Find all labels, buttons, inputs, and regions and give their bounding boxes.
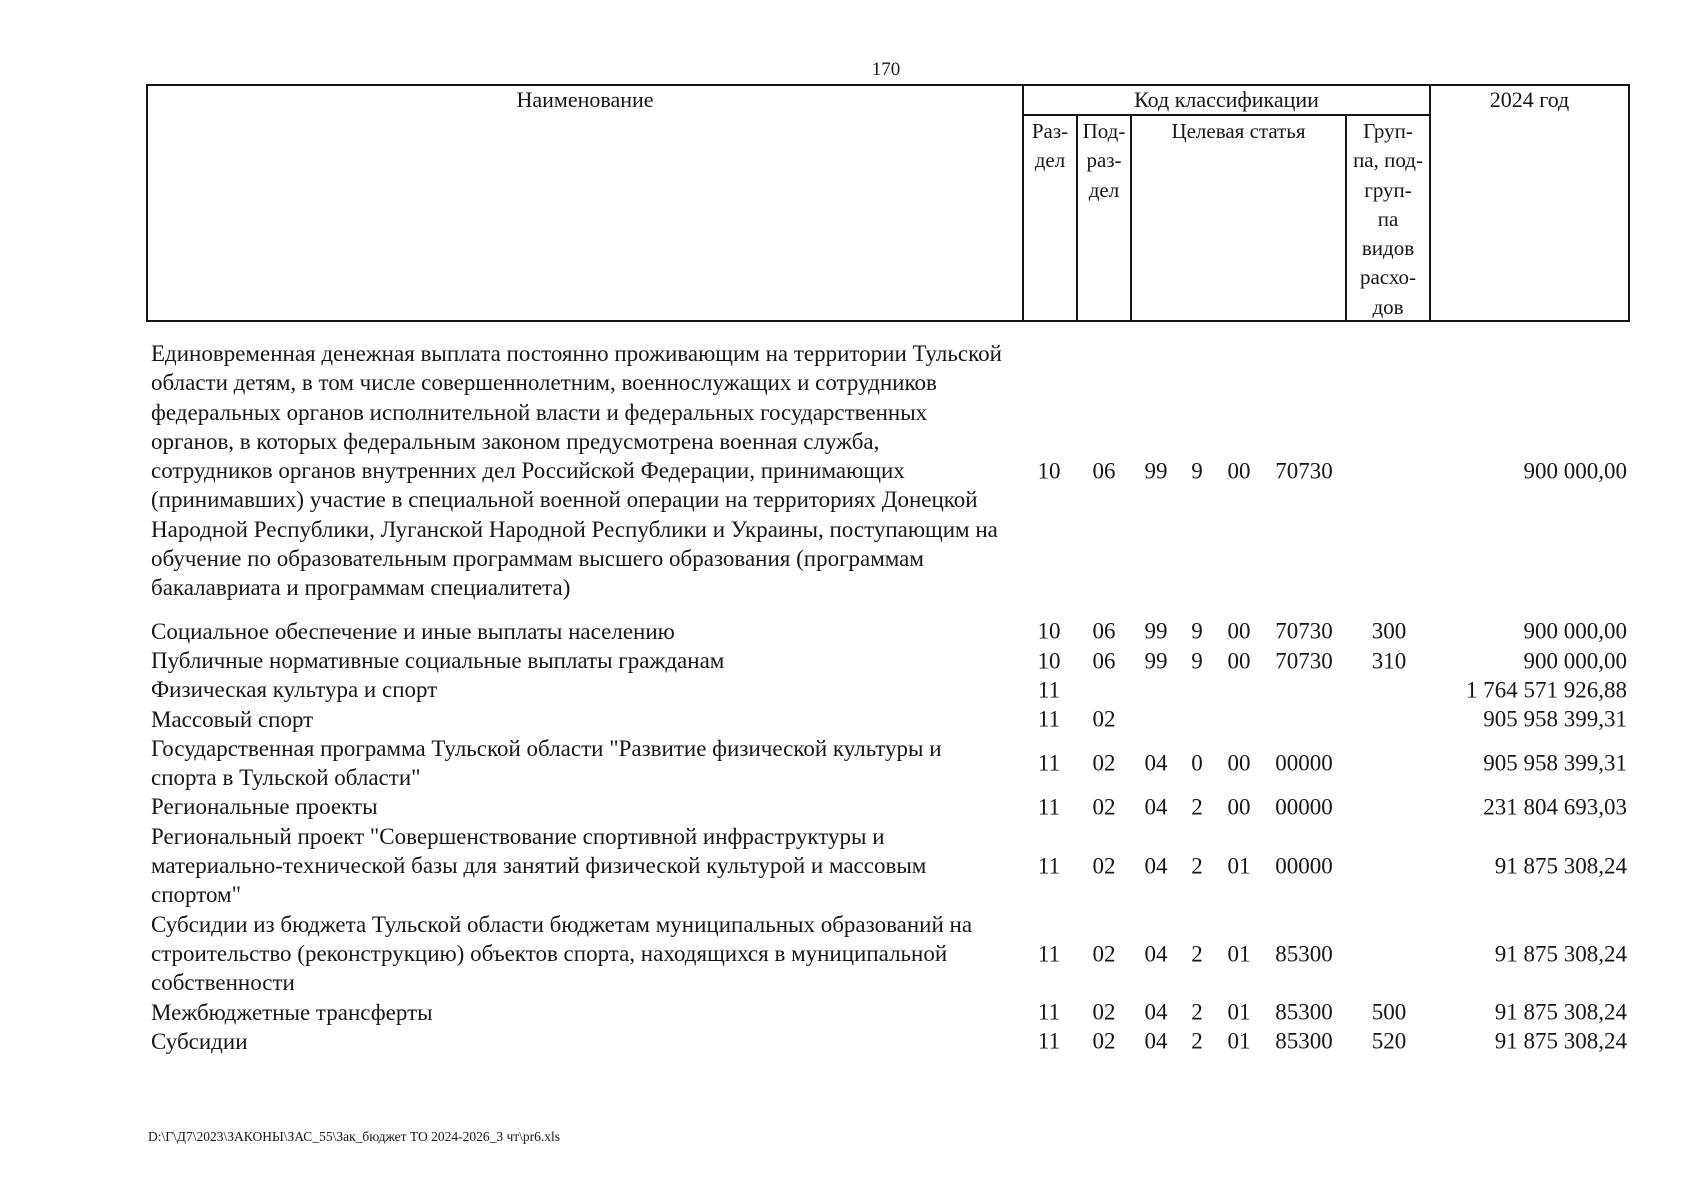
header-subsection-line: раз- [1086,148,1122,173]
row-name [151,792,1695,821]
target-item-code-part: 04 [1144,940,1168,966]
row-name-line: Народной Республики, Луганской Народной Республики и Украины, поступающим на [151,516,998,542]
header-subsection [1078,117,1130,205]
subsection-code: 06 [1092,458,1116,484]
header-section [1024,117,1076,176]
target-item-code-part: 00 [1227,647,1251,673]
amount-2024: 900 000,00 [1523,458,1627,484]
subsection-code: 02 [1092,999,1116,1025]
row-name-line: обучение по образовательным программам высшего образования (программам [151,546,924,572]
header-target-item: Целевая статья [1171,119,1306,143]
row-name-line: Государственная программа Тульской области "Развитие физической культуры и [151,735,942,761]
row-name-line: Физическая культура и спорт [151,677,438,703]
table-row [0,792,1695,821]
row-name-line: строительство (реконструкцию) объектов спорта, находящихся в муниципальной [151,940,948,966]
table-row [0,910,1695,998]
target-item-code-part: 01 [1227,940,1251,966]
target-item-code-part: 0 [1191,750,1203,776]
row-name [151,339,1695,603]
row-name-line: материально-технической базы для занятий физической культурой и массовым [151,853,927,879]
header-expense-group [1347,117,1429,322]
row-name-line: бакалавриата и программам специалитета) [151,575,571,601]
target-item-code-part: 04 [1144,853,1168,879]
amount-2024: 900 000,00 [1523,618,1627,644]
target-item-code-part: 2 [1191,1028,1203,1054]
expense-group-code: 520 [1371,1028,1407,1054]
expense-group-code: 500 [1371,999,1407,1025]
table-divider [1023,114,1430,116]
target-item-code-part: 04 [1144,750,1168,776]
expense-group-code: 300 [1371,618,1407,644]
header-expense-group-line: расхо- [1359,265,1417,290]
section-code: 11 [1037,794,1061,820]
subsection-code: 02 [1092,706,1116,732]
target-item-code-part: 00 [1227,794,1251,820]
target-item-code-part: 85300 [1275,999,1333,1025]
amount-2024: 91 875 308,24 [1494,999,1627,1025]
row-name [151,1027,1695,1056]
target-item-code-part: 2 [1191,794,1203,820]
row-name [151,675,1695,704]
row-name-line: собственности [151,970,295,996]
header-year: 2024 год [1489,87,1570,112]
target-item-code-part: 00000 [1275,750,1333,776]
row-name [151,734,1695,793]
section-code: 11 [1037,677,1061,703]
page-number: 170 [871,59,901,80]
row-name [151,617,1695,646]
row-name-line: Публичные нормативные социальные выплаты гражданам [151,647,725,673]
header-expense-group-line: дов [1372,294,1404,319]
header-section-line: Раз- [1031,119,1069,143]
section-code: 10 [1037,618,1061,644]
subsection-code: 02 [1092,750,1116,776]
target-item-code-part: 9 [1191,458,1203,484]
row-name [151,705,1695,734]
row-name-line: области детям, в том числе совершеннолетним, военнослужащих и сотрудников [151,370,937,396]
target-item-code-part: 01 [1227,853,1251,879]
expense-group-code: 310 [1371,647,1407,673]
target-item-code-part: 70730 [1275,618,1333,644]
section-code: 11 [1037,1028,1061,1054]
row-name-line: Массовый спорт [151,706,314,732]
section-code: 10 [1037,458,1061,484]
row-name-line: Региональный проект "Совершенствование спортивной инфраструктуры и [151,823,885,849]
table-row [0,1027,1695,1056]
section-code: 11 [1037,706,1061,732]
row-name-line: Субсидии из бюджета Тульской области бюджетам муниципальных образований на [151,911,973,937]
section-code: 11 [1037,940,1061,966]
target-item-code-part: 04 [1144,1028,1168,1054]
target-item-code-part: 00000 [1275,794,1333,820]
target-item-code-part: 70730 [1275,458,1333,484]
amount-2024: 1 764 571 926,88 [1466,677,1627,703]
row-name [151,646,1695,675]
target-item-code-part: 9 [1191,618,1203,644]
row-name-line: Социальное обеспечение и иные выплаты населению [151,618,675,644]
subsection-code: 06 [1092,618,1116,644]
target-item-code-part: 00 [1227,618,1251,644]
header-classification-code: Код классификации [1134,87,1319,112]
table-row [0,734,1695,793]
row-name-line: (принимавших) участие в специальной военной операции на территориях Донецкой [151,487,978,513]
subsection-code: 02 [1092,794,1116,820]
row-name-line: федеральных органов исполнительной власти и федеральных государственных [151,399,928,425]
row-name-line: органов, в которых федеральным законом предусмотрена военная служба, [151,428,880,454]
header-expense-group-line: груп- [1364,177,1412,202]
subsection-code: 02 [1092,940,1116,966]
table-row [0,705,1695,734]
table-divider [1429,84,1431,322]
amount-2024: 91 875 308,24 [1494,853,1627,879]
target-item-code-part: 70730 [1275,647,1333,673]
section-code: 11 [1037,750,1061,776]
header-name: Наименование [516,87,654,112]
row-name-line: сотрудников органов внутренних дел Российской Федерации, принимающих [151,458,905,484]
target-item-code-part: 85300 [1275,940,1333,966]
target-item-code-part: 00 [1227,458,1251,484]
table-row [0,822,1695,910]
row-name-line: спортом" [151,882,241,908]
target-item-code-part: 01 [1227,999,1251,1025]
header-expense-group-line: видов [1361,236,1415,261]
row-name-line: Единовременная денежная выплата постоянно проживающим на территории Тульской [151,341,1002,366]
amount-2024: 91 875 308,24 [1494,1028,1627,1054]
target-item-code-part: 04 [1144,999,1168,1025]
section-code: 10 [1037,647,1061,673]
header-expense-group-line: па, под- [1353,148,1423,173]
subsection-code: 02 [1092,853,1116,879]
target-item-code-part: 2 [1191,940,1203,966]
subsection-code: 06 [1092,647,1116,673]
amount-2024: 900 000,00 [1523,647,1627,673]
table-row [0,646,1695,675]
header-expense-group-line: Груп- [1363,119,1413,143]
row-name-line: спорта в Тульской области" [151,765,421,791]
amount-2024: 91 875 308,24 [1494,940,1627,966]
row-name-line: Межбюджетные трансферты [151,999,433,1025]
target-item-code-part: 85300 [1275,1028,1333,1054]
amount-2024: 905 958 399,31 [1483,706,1627,732]
target-item-code-part: 2 [1191,853,1203,879]
target-item-code-part: 01 [1227,1028,1251,1054]
table-row [0,675,1695,704]
table-row [0,998,1695,1027]
target-item-code-part: 00000 [1275,853,1333,879]
file-path-footer: D:\Г\Д7\2023\ЗАКОНЫ\ЗАС_55\Зак_бюджет ТО 2024-2026_3 чт\pr6.xls [148,1129,561,1144]
table-row [0,339,1695,603]
target-item-code-part: 9 [1191,647,1203,673]
target-item-code-part: 00 [1227,750,1251,776]
header-subsection-line: дел [1088,177,1120,202]
section-code: 11 [1037,999,1061,1025]
row-name-line: Региональные проекты [151,794,378,820]
row-name-line: Субсидии [151,1028,248,1054]
target-item-code-part: 99 [1144,618,1168,644]
table-body [0,339,1695,1056]
row-name [151,822,1695,910]
section-code: 11 [1037,853,1061,879]
subsection-code: 02 [1092,1028,1116,1054]
row-name [151,910,1695,998]
row-name [151,998,1695,1027]
table-row [0,617,1695,646]
target-item-code-part: 04 [1144,794,1168,820]
target-item-code-part: 99 [1144,647,1168,673]
header-expense-group-line: па [1377,206,1399,231]
header-section-line: дел [1034,148,1066,173]
amount-2024: 231 804 693,03 [1483,794,1627,820]
target-item-code-part: 2 [1191,999,1203,1025]
header-subsection-line: Под- [1082,119,1126,143]
amount-2024: 905 958 399,31 [1483,750,1627,776]
target-item-code-part: 99 [1144,458,1168,484]
